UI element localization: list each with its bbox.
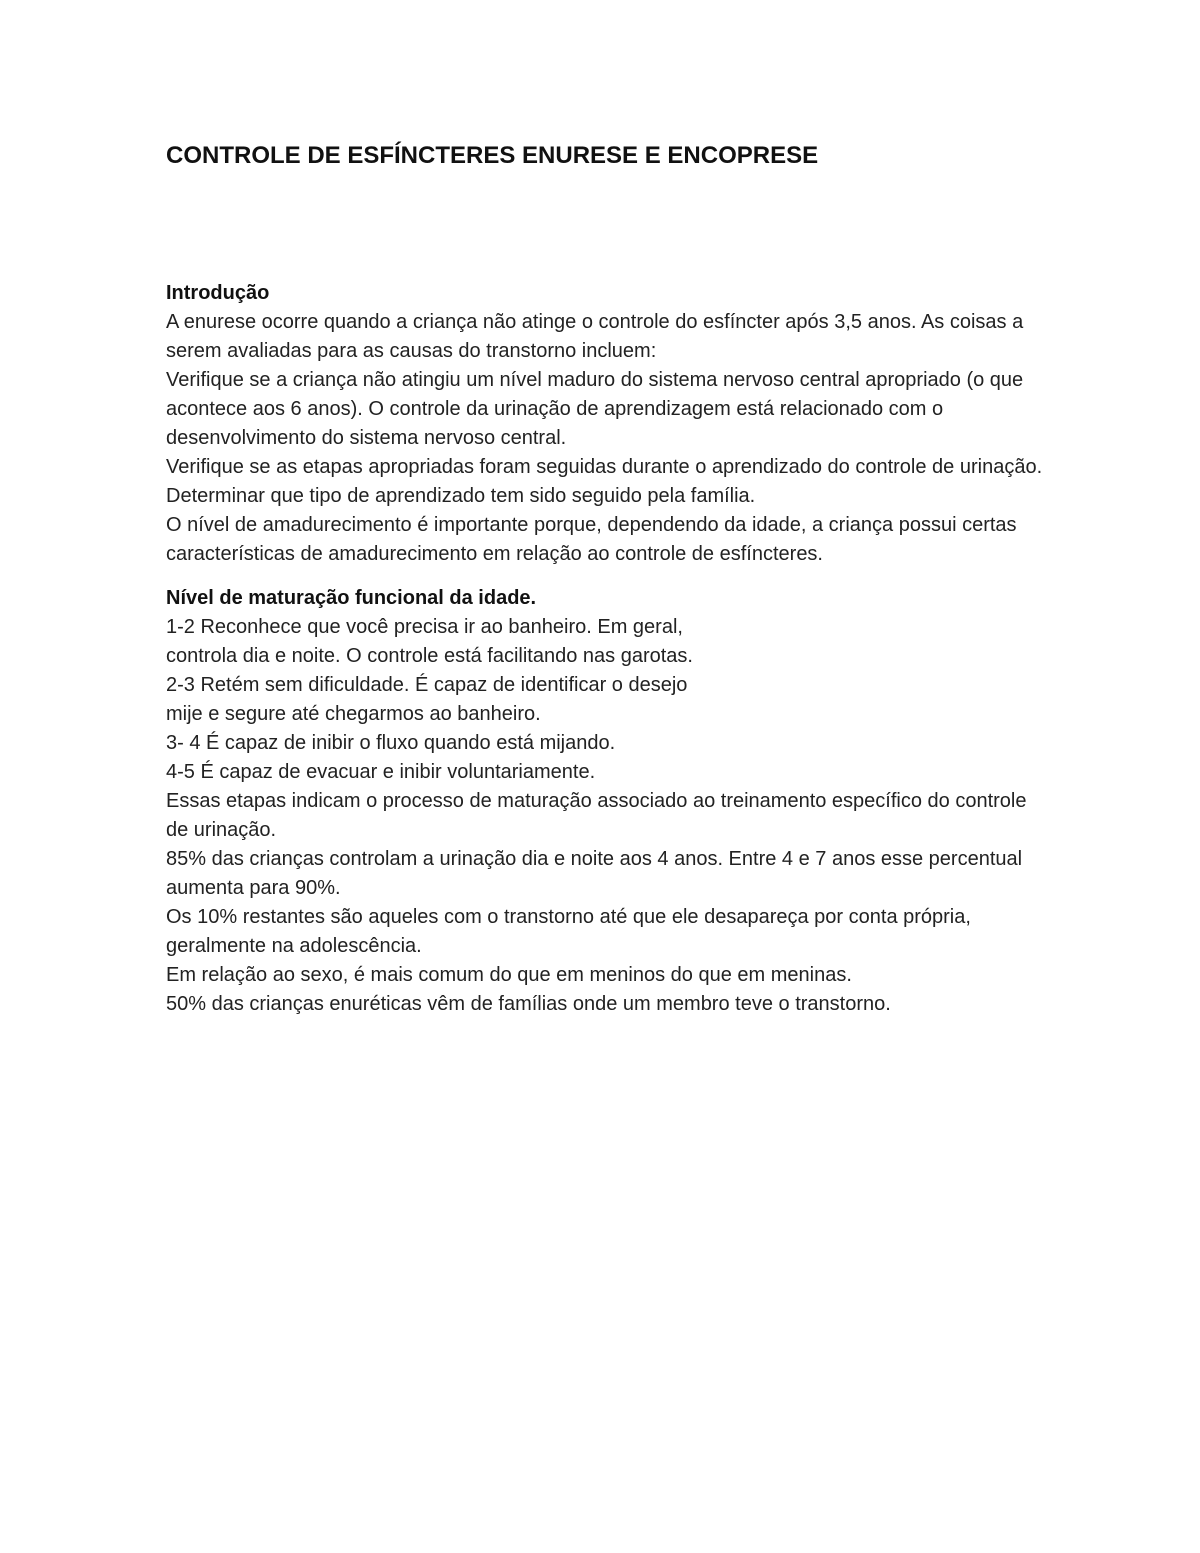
- paragraph-maturation-6: 4-5 É capaz de evacuar e inibir voluntariamente.: [166, 761, 596, 783]
- paragraph-intro-3: Verifique se as etapas apropriadas foram seguidas durante o aprendizado do controle de urinação.: [166, 456, 1043, 478]
- paragraph-maturation-3: 2-3 Retém sem dificuldade. É capaz de identificar o desejo: [166, 674, 688, 696]
- paragraph-maturation-2: controla dia e noite. O controle está facilitando nas garotas.: [166, 645, 693, 667]
- paragraph-maturation-8: 85% das crianças controlam a urinação dia e noite aos 4 anos. Entre 4 e 7 anos esse percentual aumenta para 90%.: [166, 848, 1023, 899]
- paragraph-maturation-1: 1-2 Reconhece que você precisa ir ao banheiro. Em geral,: [166, 616, 683, 638]
- paragraph-intro-5: O nível de amadurecimento é importante porque, dependendo da idade, a criança possui certas características de amadurecimento em relação ao controle de esfíncteres.: [166, 514, 1017, 565]
- paragraph-intro-2: Verifique se a criança não atingiu um nível maduro do sistema nervoso central apropriado (o que acontece aos 6 anos). O controle da urinação de aprendizagem está relacionado com o desenvolvimento do sistema nervoso central.: [166, 369, 1024, 449]
- paragraph-maturation-9: Os 10% restantes são aqueles com o transtorno até que ele desapareça por conta própria, geralmente na adolescência.: [166, 906, 971, 957]
- paragraph-maturation-7: Essas etapas indicam o processo de maturação associado ao treinamento específico do controle de urinação.: [166, 790, 1027, 841]
- paragraph-maturation-5: 3- 4 É capaz de inibir o fluxo quando está mijando.: [166, 732, 616, 754]
- section-heading-introduction: Introdução: [166, 282, 270, 304]
- document-body: [166, 140, 1046, 1019]
- paragraph-maturation-4: mije e segure até chegarmos ao banheiro.: [166, 703, 541, 725]
- paragraph-maturation-10: Em relação ao sexo, é mais comum do que em meninos do que em meninas.: [166, 964, 852, 986]
- paragraph-intro-1: A enurese ocorre quando a criança não atinge o controle do esfíncter após 3,5 anos. As coisas a serem avaliadas para as causas do transtorno incluem:: [166, 311, 1024, 362]
- document-title: CONTROLE DE ESFÍNCTERES ENURESE E ENCOPRESE: [166, 142, 819, 169]
- paragraph-intro-4: Determinar que tipo de aprendizado tem sido seguido pela família.: [166, 485, 756, 507]
- section-heading-maturation: Nível de maturação funcional da idade.: [166, 587, 537, 609]
- paragraph-maturation-11: 50% das crianças enuréticas vêm de famílias onde um membro teve o transtorno.: [166, 993, 891, 1015]
